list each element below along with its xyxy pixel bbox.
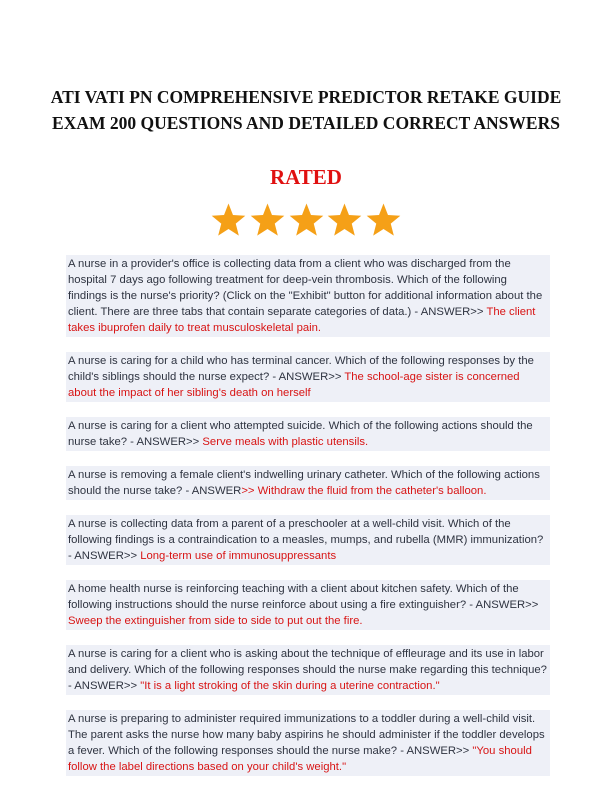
question-text: A nurse in a provider's office is collecting data from a client who was discharged from the hospital 7 days ago following treatment for deep-vein thrombosis. Which of the following findings is the nurse's priority? (Click on the "Exhibit" button for additional information about the client. There are three tabs that contain separate categories of data.) - ANSWER>>	[68, 258, 543, 318]
qa-item	[66, 645, 550, 695]
answer-text: The school-age sister is concerned about the impact of her sibling's death on herself	[68, 371, 520, 399]
question-text: A nurse is preparing to administer required immunizations to a toddler during a well-child visit. The parent asks the nurse how many baby aspirins he should administer if the toddler develops a fever. Which of the following responses should the nurse make? - ANSWER>>	[68, 713, 545, 757]
qa-item	[66, 466, 550, 500]
question-text: A nurse is collecting data from a parent of a preschooler at a well-child visit. Which of the following findings is a contraindication to a measles, mumps, and rubella (MMR) immunization? - ANSWER>>	[68, 518, 544, 562]
qa-list	[66, 255, 550, 791]
qa-item	[66, 255, 550, 337]
star-icon	[288, 202, 325, 239]
answer-text: "It is a light stroking of the skin during a uterine contraction."	[140, 680, 440, 692]
star-icon	[210, 202, 247, 239]
star-icon	[326, 202, 363, 239]
qa-item	[66, 352, 550, 402]
answer-text: Serve meals with plastic utensils.	[202, 436, 369, 448]
answer-text: "You should follow the label directions based on your child's weight."	[68, 745, 532, 773]
qa-item	[66, 580, 550, 630]
star-icon	[249, 202, 286, 239]
star-shape	[289, 204, 323, 236]
star-shape	[250, 204, 284, 236]
star-rating	[210, 202, 402, 242]
rated-label: RATED	[270, 165, 342, 189]
question-text: A nurse is caring for a client who is asking about the technique of effleurage and its use in labor and delivery. Which of the following responses should the nurse make regarding this technique? - ANSWER>>	[68, 648, 547, 692]
star-icon	[365, 202, 402, 239]
question-text: A home health nurse is reinforcing teaching with a client about kitchen safety. Which of the following instructions should the nurse reinforce about using a fire extinguisher? - ANSWER>>	[68, 583, 539, 611]
document-title: ATI VATI PN COMPREHENSIVE PREDICTOR RETAKE GUIDE EXAM 200 QUESTIONS AND DETAILED CORRECT ANSWERS	[50, 87, 562, 133]
star-shape	[212, 204, 246, 236]
qa-item	[66, 710, 550, 776]
answer-text: >> Withdraw the fluid from the catheter's balloon.	[241, 485, 487, 497]
answer-text: Long-term use of immunosuppressants	[140, 550, 337, 562]
answer-text: The client takes ibuprofen daily to treat musculoskeletal pain.	[68, 306, 536, 334]
star-shape	[367, 204, 401, 236]
qa-item	[66, 515, 550, 565]
question-text: A nurse is caring for a client who attempted suicide. Which of the following actions should the nurse take? - ANSWER>>	[68, 420, 533, 448]
question-text: A nurse is caring for a child who has terminal cancer. Which of the following responses by the child's siblings should the nurse expect? - ANSWER>>	[68, 355, 534, 383]
qa-item	[66, 417, 550, 451]
question-text: A nurse is removing a female client's indwelling urinary catheter. Which of the following actions should the nurse take? - ANSWER	[68, 469, 540, 497]
answer-text: Sweep the extinguisher from side to side to put out the fire.	[68, 615, 363, 627]
star-shape	[328, 204, 362, 236]
